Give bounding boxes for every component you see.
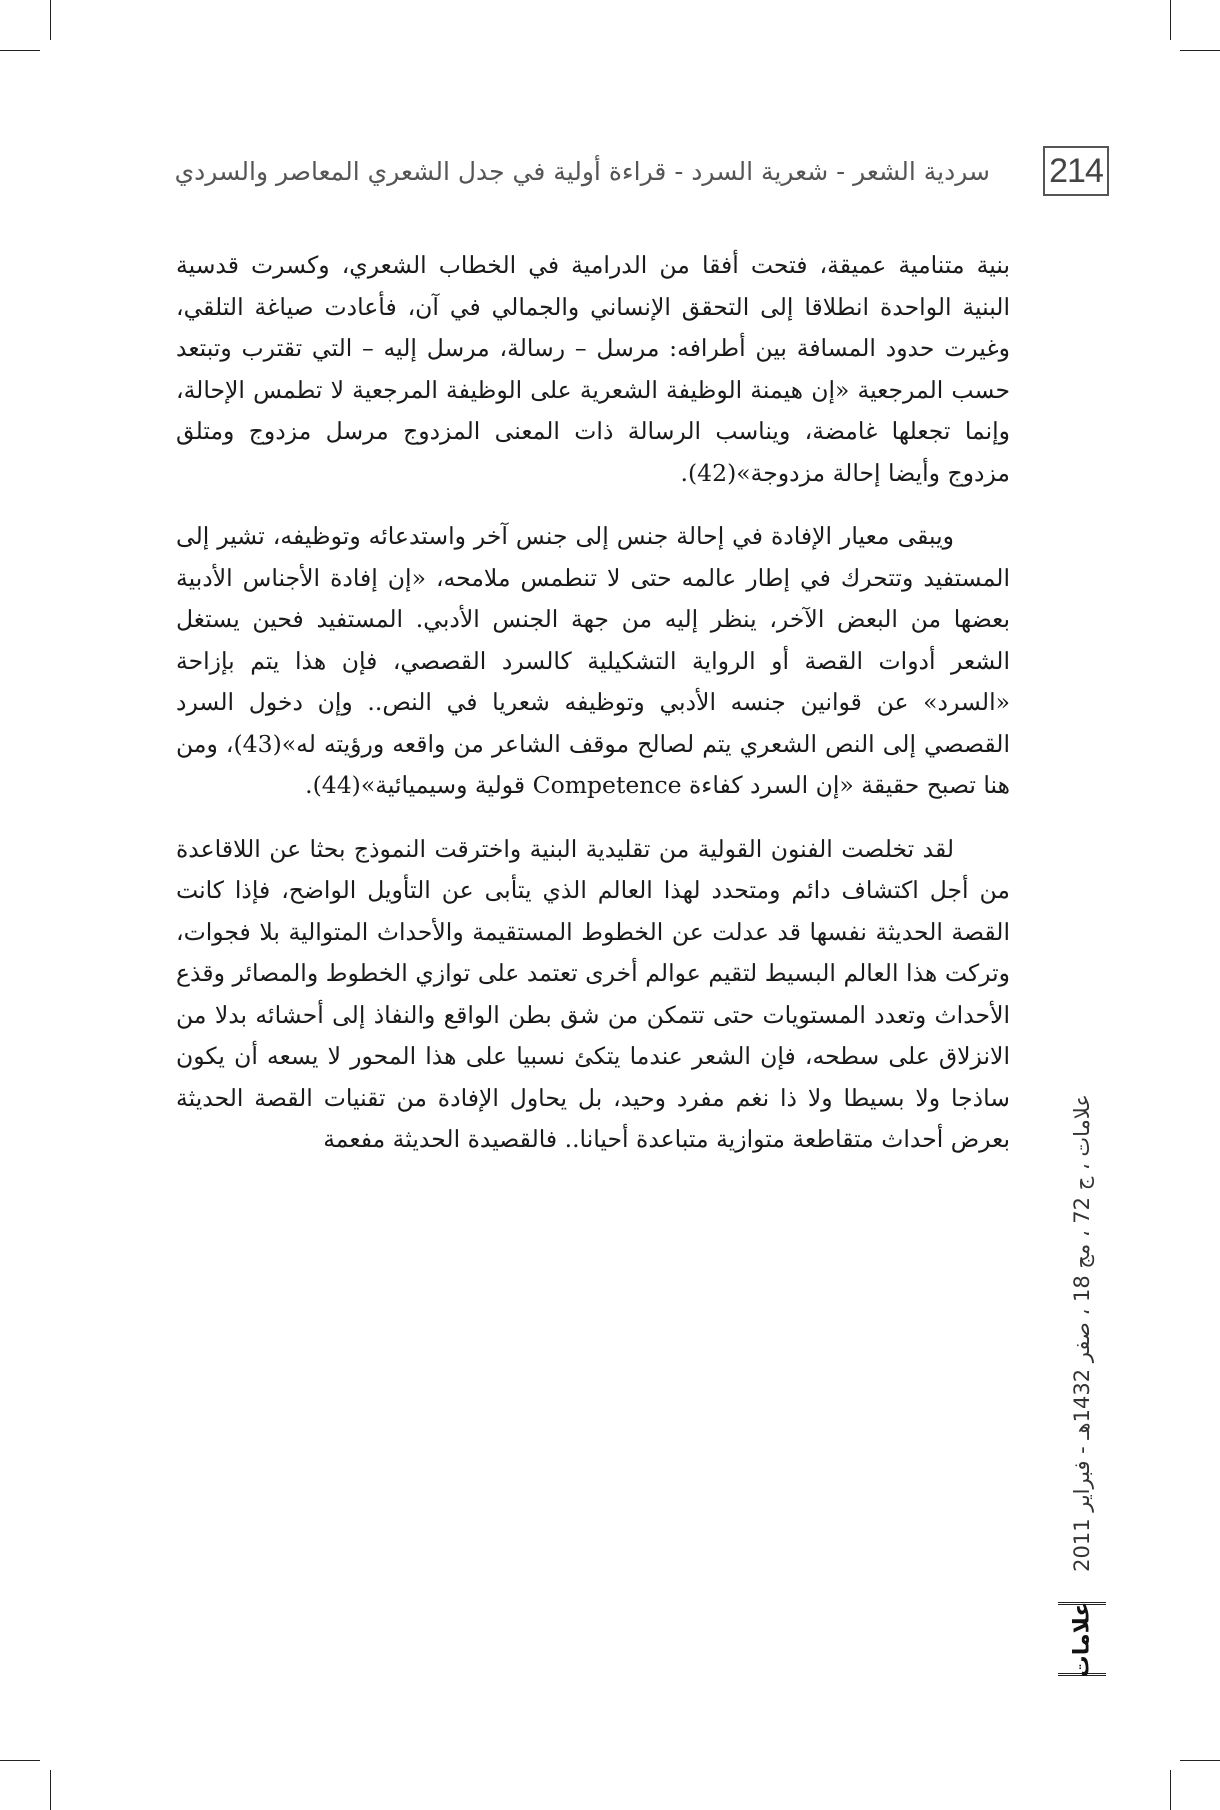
crop-mark <box>1170 0 1171 40</box>
article-body <box>176 245 1010 1665</box>
logo-text: علامات <box>1069 1601 1095 1677</box>
crop-mark <box>1180 50 1220 51</box>
paragraph: ويبقى معيار الإفادة في إحالة جنس إلى جنس آخر واستدعائه وتوظيفه، تشير إلى المستفيد وتتحرك في إطار عالمه حتى لا تنطمس ملامحه، «إن إفادة الأجناس الأدبية بعضها من البعض الآخر، ينظر إليه من جهة الجنس الأدبي. المستفيد فحين يستغل الشعر أدوات القصة أو الرواية التشكيلية كالسرد القصصي، فإن هذا يتم بإزاحة «السرد» عن قوانين جنسه الأدبي وتوظيفه شعريا في النص.. وإن دخول السرد القصصي إلى النص الشعري يتم لصالح موقف الشاعر من واقعه ورؤيته له»(43)، ومن هنا تصبح حقيقة «إن السرد كفاءة Competence قولية وسيميائية»(44). <box>176 522 1010 799</box>
crop-mark <box>0 1760 40 1761</box>
paragraph: لقد تخلصت الفنون القولية من تقليدية البنية واخترقت النموذج بحثا عن اللاقاعدة من أجل اكتشاف دائم ومتحدد لهذا العالم الذي يتأبى عن التأويل الواضح، فإذا كانت القصة الحديثة نفسها قد عدلت عن الخطوط المستقيمة والأحداث المتوالية بلا فجوات، وتركت هذا العالم البسيط لتقيم عوالم أخرى تعتمد على توازي الخطوط والمصائر وقذع الأحداث وتعدد المستويات حتى تتمكن من شق بطن الواقع والنفاذ إلى أحشائه بدلا من الانزلاق على سطحه، فإن الشعر عندما يتكئ نسبيا على هذا المحور لا يسعه أن يكون ساذجا ولا بسيطا ولا ذا نغم مفرد وحيد، بل يحاول الإفادة من تقنيات القصة الحديثة بعرض أحداث متقاطعة متوازية متباعدة أحيانا.. فالقصيدة الحديثة مفعمة <box>176 834 1010 1153</box>
running-title: سردية الشعر - شعرية السرد - قراءة أولية في جدل الشعري المعاصر والسردي <box>174 157 990 186</box>
crop-mark <box>0 50 40 51</box>
crop-mark <box>1170 1770 1171 1810</box>
crop-mark <box>50 1770 51 1810</box>
crop-mark <box>1180 1760 1220 1761</box>
issue-info: علامات ، ج 72 ، مج 18 ، صفر 1432هـ - فبراير 2011 <box>1070 1093 1094 1572</box>
issue-info-strip <box>1060 1060 1104 1605</box>
page-number: 214 <box>1043 146 1109 196</box>
crop-mark <box>50 0 51 40</box>
journal-logo <box>1058 1602 1106 1676</box>
paragraph: بنية متنامية عميقة، فتحت أفقا من الدرامية في الخطاب الشعري، وكسرت قدسية البنية الواحدة انطلاقا إلى التحقق الإنساني والجمالي في آن، فأعادت صياغة التلقي، وغيرت حدود المسافة بين أطرافه: مرسل – رسالة، مرسل إليه – التي تقترب وتبتعد حسب المرجعية «إن هيمنة الوظيفة الشعرية على الوظيفة المرجعية لا تطمس الإحالة، وإنما تجعلها غامضة، ويناسب الرسالة ذات المعنى المزدوج مرسل مزدوج ومتلق مزدوج وأيضا إحالة مزدوجة»(42). <box>176 251 1010 487</box>
